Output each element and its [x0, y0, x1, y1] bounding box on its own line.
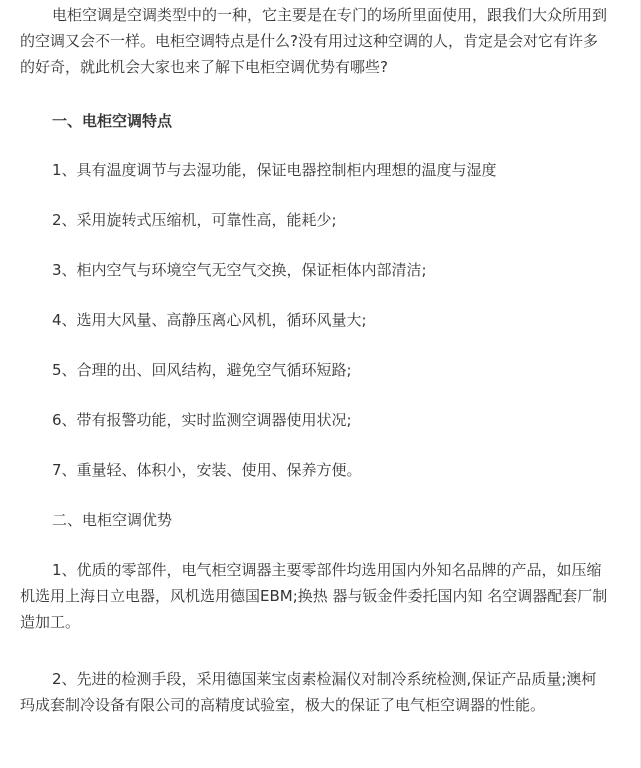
section-heading-advantages: 二、电柜空调优势 — [52, 511, 173, 529]
feature-item: 6、带有报警功能，实时监测空调器使用状况; — [52, 411, 352, 429]
feature-item: 2、采用旋转式压缩机，可靠性高，能耗少; — [52, 211, 337, 229]
feature-item: 7、重量轻、体积小，安装、使用、保养方便。 — [52, 461, 362, 479]
feature-item: 4、选用大风量、高静压离心风机，循环风量大; — [52, 311, 367, 329]
section-heading-features: 一、电柜空调特点 — [52, 112, 173, 130]
advantage-item: 2、先进的检测手段，采用德国莱宝卤素检漏仪对制冷系统检测,保证产品质量;澳柯玛成套制冷设备有限公司的高精度试验室，极大的保证了电气柜空调器的性能。 — [20, 670, 597, 714]
advantage-item: 1、优质的零部件，电气柜空调器主要零部件均选用国内外知名品牌的产品，如压缩机选用上海日立电器，风机选用德国EBM;换热 器与钣金件委托国内知 名空调器配套厂制造加工。 — [20, 561, 608, 631]
feature-item: 3、柜内空气与环境空气无空气交换，保证柜体内部清洁; — [52, 261, 427, 279]
intro-paragraph: 电柜空调是空调类型中的一种，它主要是在专门的场所里面使用，跟我们大众所用到的空调又会不一样。电柜空调特点是什么?没有用过这种空调的人，肯定是会对它有许多的好奇，就此机会大家也来了解下电柜空调优势有哪些? — [20, 6, 608, 76]
feature-item: 5、合理的出、回风结构，避免空气循环短路; — [52, 361, 352, 379]
feature-item: 1、具有温度调节与去湿功能，保证电器控制柜内理想的温度与湿度 — [52, 161, 497, 179]
